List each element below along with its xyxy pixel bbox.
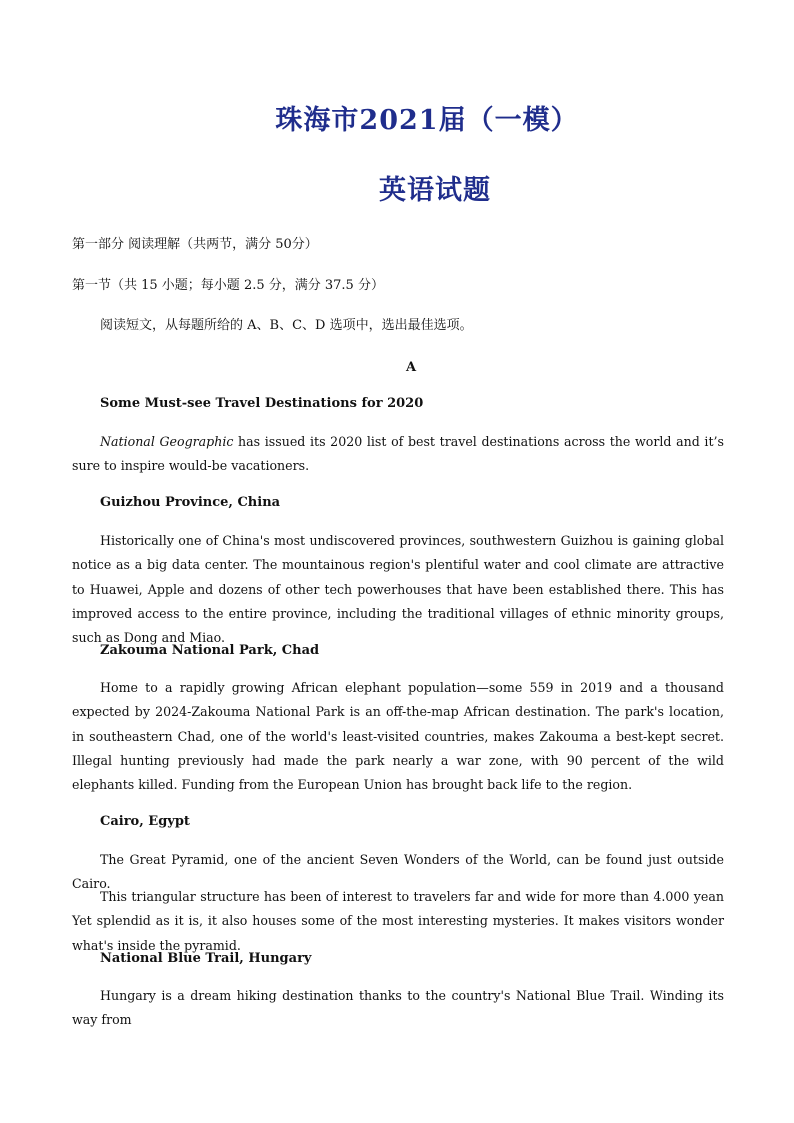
part-heading: 第一部分 阅读理解（共两节，满分 50分） (72, 237, 318, 252)
section-heading: 第一节（共 15 小题；每小题 2.5 分，满分 37.5 分） (72, 278, 384, 293)
instruction-text: 阅读短文，从每题所给的 A、B、C、D 选项中，选出最佳选项。 (100, 318, 473, 333)
paragraph-cairo-2: This triangular structure has been of interest to travelers far and wide for more than 4.000 yean Yet splendid as it is, it also houses some of the most interesting mysteries. It makes visitors wonder what's inside the pyramid. (72, 889, 724, 953)
exam-subtitle: 英语试题 (379, 175, 491, 206)
passage-label: A (405, 360, 417, 375)
intro-text: has issued its 2020 list of best travel destinations across the world and it’s sure to inspire would-be vacationers. (72, 434, 724, 474)
paragraph-hungary: Hungary is a dream hiking destination thanks to the country's National Blue Trail. Winding its way from (72, 988, 724, 1028)
heading-guizhou: Guizhou Province, China (100, 495, 281, 510)
paragraph-cairo-1: The Great Pyramid, one of the ancient Seven Wonders of the World, can be found just outside Cairo. (72, 852, 724, 892)
intro-paragraph (72, 430, 724, 479)
paragraph-zakouma: Home to a rapidly growing African elephant population—some 559 in 2019 and a thousand expected by 2024-Zakouma National Park is an off-the-map African destination. The park's location, in southeastern Chad, one of the world's least-visited countries, makes Zakouma a best-kept secret. Illegal hunting previously had made the park nearly a war zone, with 90 percent of the wild elephants killed. Funding from the European Union has brought back life to the region. (72, 680, 724, 793)
passage-title: Some Must-see Travel Destinations for 2020 (100, 396, 424, 411)
intro-source: National Geographic (100, 434, 234, 449)
heading-zakouma: Zakouma National Park, Chad (100, 643, 320, 658)
exam-title: 珠海市2021届（一模） (275, 105, 579, 136)
paragraph-guizhou: Historically one of China's most undiscovered provinces, southwestern Guizhou is gaining global notice as a big data center. The mountainous region's plentiful water and cool climate are attractive to Huawei, Apple and dozens of other tech powerhouses that have been established there. This has improved access to the entire province, including the traditional villages of ethnic minority groups, such as Dong and Miao. (72, 533, 724, 646)
heading-cairo: Cairo, Egypt (100, 814, 190, 829)
heading-hungary: National Blue Trail, Hungary (100, 951, 312, 966)
